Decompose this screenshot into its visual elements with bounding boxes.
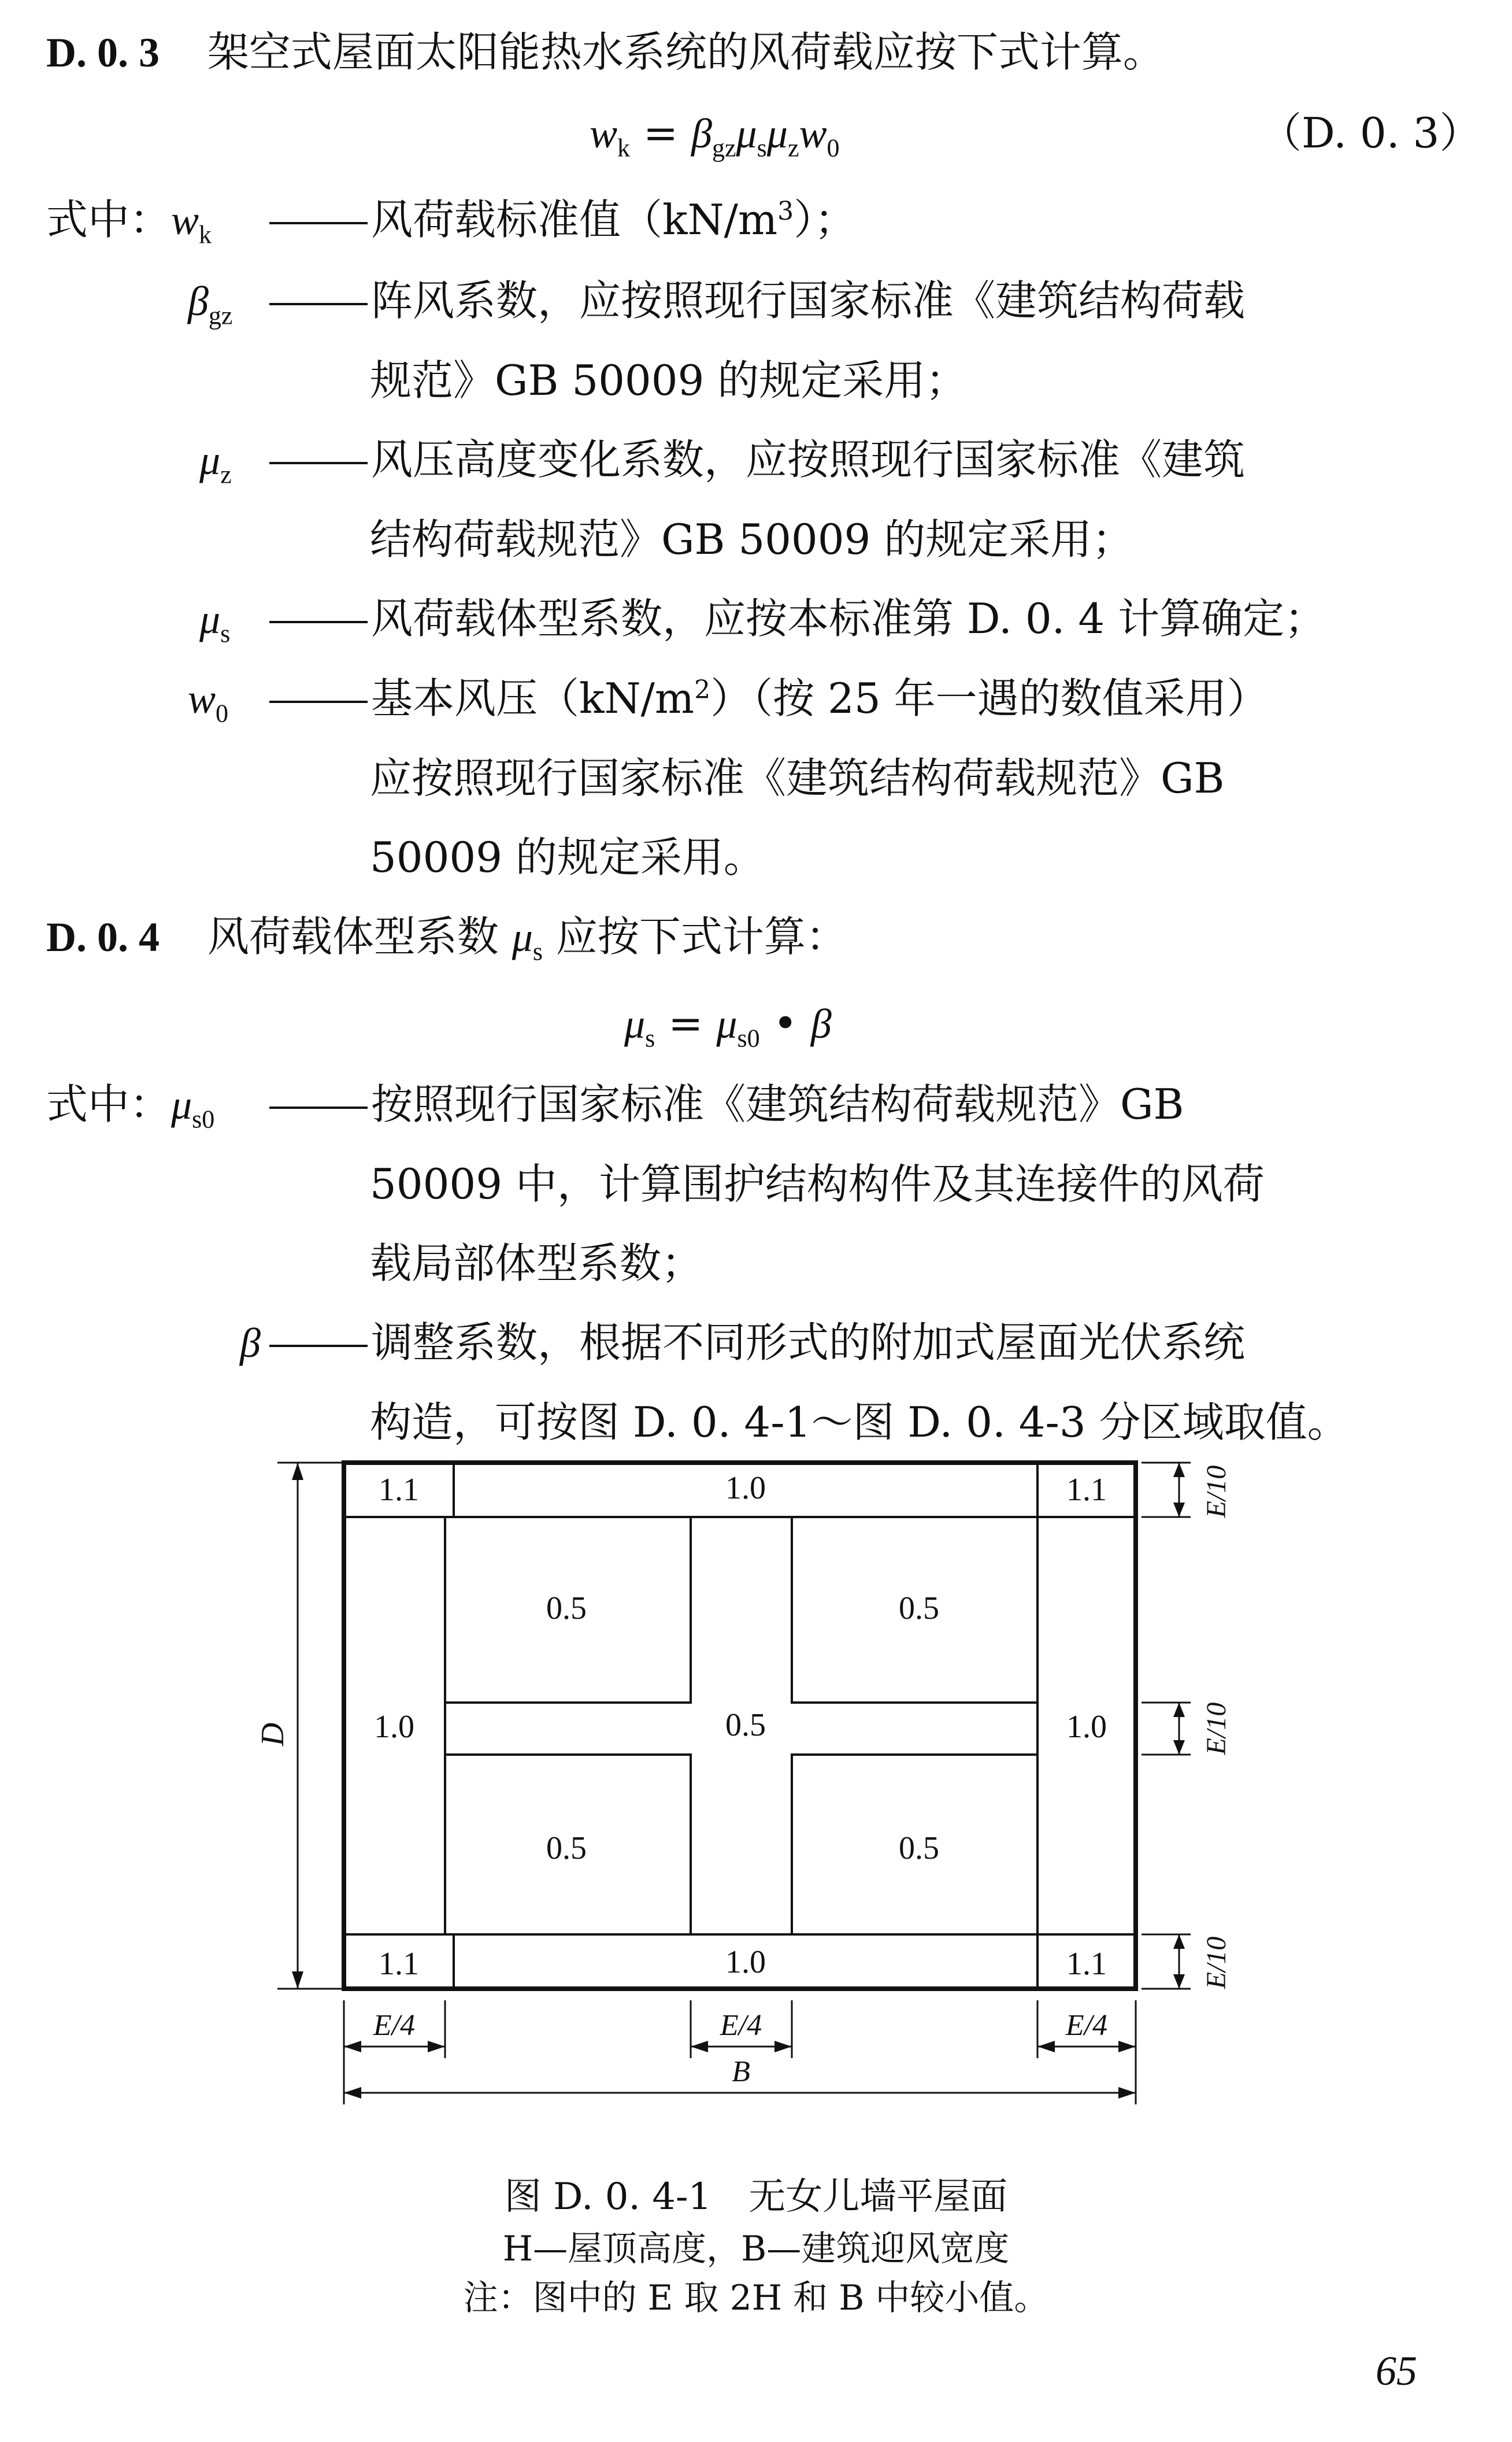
where-label-d04: 式中：$\mu_{s0}$ [46,1080,215,1134]
term-beta: 调整系数，根据不同形式的附加式屋面光伏系统 [266,1314,1245,1371]
symbol-mu-s: $\mu_s$ [199,596,231,648]
zone-corner-bl: 1.1 [379,1946,419,1982]
section-d04-heading: D. 0. 4 风荷载体型系数 $\mu_s$ 应按下式计算： [46,912,847,966]
symbol-mu-z: $\mu_z$ [199,437,232,489]
figure-note-2: 注：图中的 E 取 2H 和 B 中较小值。 [463,2278,1049,2318]
term-wk: 风荷载标准值$(kN/m^3)$； [266,191,856,249]
figure-caption: 图 D. 0. 4-1 无女儿墙平屋面 [504,2175,1008,2218]
formula-d04: $\mu_s = \mu_{s0}$ • β [624,999,832,1053]
zone-edge-right: 1.0 [1066,1709,1107,1745]
term-mu-s: 风荷载体型系数，应按本标准第 D. 0. 4 计算确定； [266,590,1326,648]
section-d03-heading [46,23,1165,82]
zone-edge-bottom: 1.0 [725,1944,766,1980]
section-text: 架空式屋面太阳能热水系统的风荷载应按下式计算。 [207,28,1165,76]
section-number: D. 0. 4 [46,914,160,960]
zone-corner-br: 1.1 [1066,1946,1107,1982]
term-mu-s0: 按照现行国家标准《建筑结构荷载规范》GB [266,1075,1184,1133]
term-mu-s0-cont2: 载局部体型系数； [370,1239,703,1287]
dim-e10-top: E/10 [1201,1465,1232,1518]
term-w0-cont2: 50009 的规定采用。 [370,833,765,882]
formula-d03: $w_k = \beta_{gz}\mu_s\mu_zw_0$ [590,109,840,162]
dim-e4-mid: E/4 [720,2009,762,2042]
symbol-w0: $w_0$ [188,676,229,728]
symbol-beta-gz: $\beta_{gz}$ [188,278,233,330]
figure-note-1: H—屋顶高度，B—建筑迎风宽度 [502,2229,1010,2269]
term-beta-gz: 阵风系数，应按照现行国家标准《建筑结构荷载 [266,272,1245,330]
dim-e10-bottom: E/10 [1201,1936,1232,1989]
term-w0: 基本风压$(kN/m^2)$（按 25 年一遇的数值采用） [266,669,1269,727]
section-number: D. 0. 3 [46,29,160,76]
zone-interior-br: 0.5 [899,1830,939,1866]
dim-e4-left: E/4 [373,2009,416,2042]
term-mu-s0-cont1: 50009 中，计算围护结构构件及其连接件的风荷 [370,1160,1265,1208]
zone-interior-bl: 0.5 [546,1830,587,1866]
zone-interior-center: 0.5 [725,1707,766,1743]
roof-zone-diagram [0,1445,1512,2139]
formula-number: （D. 0. 3） [1260,109,1481,157]
page-number: 65 [1376,2348,1417,2394]
zone-corner-tr: 1.1 [1066,1472,1107,1508]
term-mu-z: 风压高度变化系数，应按照现行国家标准《建筑 [266,431,1245,489]
zone-corner-tl: 1.1 [379,1472,419,1508]
zone-interior-tr: 0.5 [899,1590,939,1626]
zone-edge-top: 1.0 [725,1470,766,1506]
term-w0-cont1: 应按照现行国家标准《建筑结构荷载规范》GB [370,754,1225,802]
term-beta-gz-cont: 规范》GB 50009 的规定采用； [370,356,968,405]
dim-d: D [255,1722,291,1747]
zone-edge-left: 1.0 [374,1709,414,1745]
where-label: 式中：$w_k$ [46,195,212,249]
dim-e10-mid: E/10 [1201,1702,1232,1755]
term-beta-cont: 构造，可按图 D. 0. 4-1～图 D. 0. 4-3 分区域取值。 [370,1398,1349,1446]
dim-e4-right: E/4 [1065,2009,1108,2042]
dim-b: B [732,2055,750,2088]
zone-interior-tl: 0.5 [546,1590,587,1626]
symbol-beta: β [240,1320,261,1366]
term-mu-z-cont: 结构荷载规范》GB 50009 的规定采用； [370,515,1134,564]
